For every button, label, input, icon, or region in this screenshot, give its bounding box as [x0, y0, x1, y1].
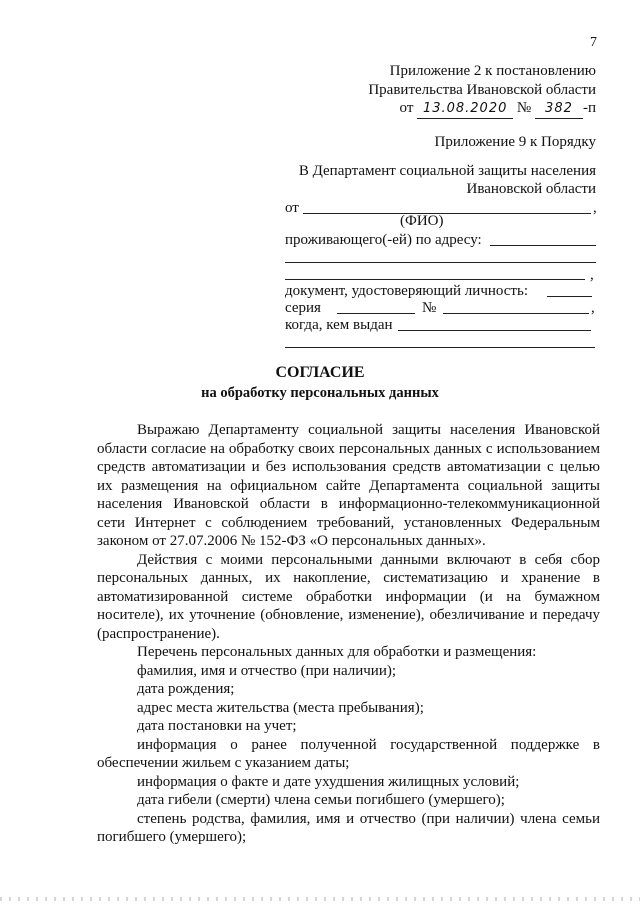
addressee-line-1: В Департамент социальной защиты населения	[298, 163, 596, 179]
list-item: дата гибели (смерти) члена семьи погибшего (умершего);	[137, 792, 505, 808]
address-field-line-1[interactable]	[490, 245, 596, 246]
residing-label: проживающего(-ей) по адресу:	[285, 232, 482, 248]
number-suffix: -п	[582, 100, 596, 116]
number-label: №	[422, 300, 437, 316]
paragraph-actions: Действия с моими персональными данными включают в себя сбор персональных данных, их накопление, систематизацию и хранение в автоматизированной системе обработки информации (и на бумажном носителе), их уточнение (обновление, изменение), обезличивание и передачу (распространение).	[97, 551, 600, 642]
address-field-line-2[interactable]	[285, 262, 596, 263]
number-field-line[interactable]	[443, 313, 589, 314]
resolution-date-number	[400, 99, 596, 119]
document-field-line[interactable]	[547, 296, 592, 297]
fio-hint: (ФИО)	[400, 213, 444, 229]
page-number: 7	[590, 35, 597, 50]
consent-body	[97, 421, 600, 847]
list-item: фамилия, имя и отчество (при наличии);	[137, 662, 397, 679]
address-field-line-3[interactable]	[285, 279, 585, 280]
fio-field-line[interactable]	[303, 213, 591, 214]
issued-field-line-1[interactable]	[398, 330, 591, 331]
handwritten-number: 382	[535, 100, 583, 119]
issued-field-line-2[interactable]	[285, 347, 595, 348]
comma-1: ,	[593, 200, 597, 216]
comma-3: ,	[591, 300, 595, 316]
list-item: информация о факте и дате ухудшения жилищных условий;	[137, 773, 520, 790]
comma-2: ,	[590, 267, 594, 283]
addressee-line-2: Ивановской области	[466, 181, 596, 197]
series-field-line[interactable]	[337, 313, 415, 314]
list-item: адрес места жительства (места пребывания);	[137, 699, 424, 716]
document-label: документ, удостоверяющий личность:	[285, 283, 528, 299]
appendix-order: Приложение 9 к Порядку	[434, 134, 596, 150]
list-item: дата рождения;	[137, 681, 235, 697]
from-label: от	[285, 200, 299, 216]
series-label: серия	[285, 300, 321, 316]
list-item: дата постановки на учет;	[137, 718, 297, 734]
appendix-line-2: Правительства Ивановской области	[368, 82, 596, 98]
scan-edge-artifact	[0, 897, 640, 901]
list-intro: Перечень персональных данных для обработки и размещения:	[137, 644, 537, 660]
document-title: СОГЛАСИЕ	[275, 364, 365, 381]
paragraph-consent: Выражаю Департаменту социальной защиты населения Ивановской области согласие на обработку своих персональных данных с использованием средств автоматизации и без использования средств автоматизации с целью их размещения на официальном сайте Департамента социальной защиты населения Ивановской области в информационно-телекоммуникационной сети Интернет с соблюдением требований, установленных Федеральным законом от 27.07.2006 № 152-ФЗ «О персональных данных».	[97, 422, 600, 549]
list-item: степень родства, фамилия, имя и отчество (при наличии) члена семьи погибшего (умершего);	[97, 810, 600, 845]
appendix-line-1: Приложение 2 к постановлению	[389, 63, 596, 79]
date-prefix: от	[399, 100, 414, 116]
handwritten-date: 13.08.2020	[417, 100, 513, 119]
document-subtitle: на обработку персональных данных	[201, 385, 439, 401]
number-sign: №	[516, 100, 532, 116]
issued-label: когда, кем выдан	[285, 317, 393, 333]
list-item: информация о ранее полученной государственной поддержке в обеспечении жильем с указанием даты;	[97, 736, 600, 771]
